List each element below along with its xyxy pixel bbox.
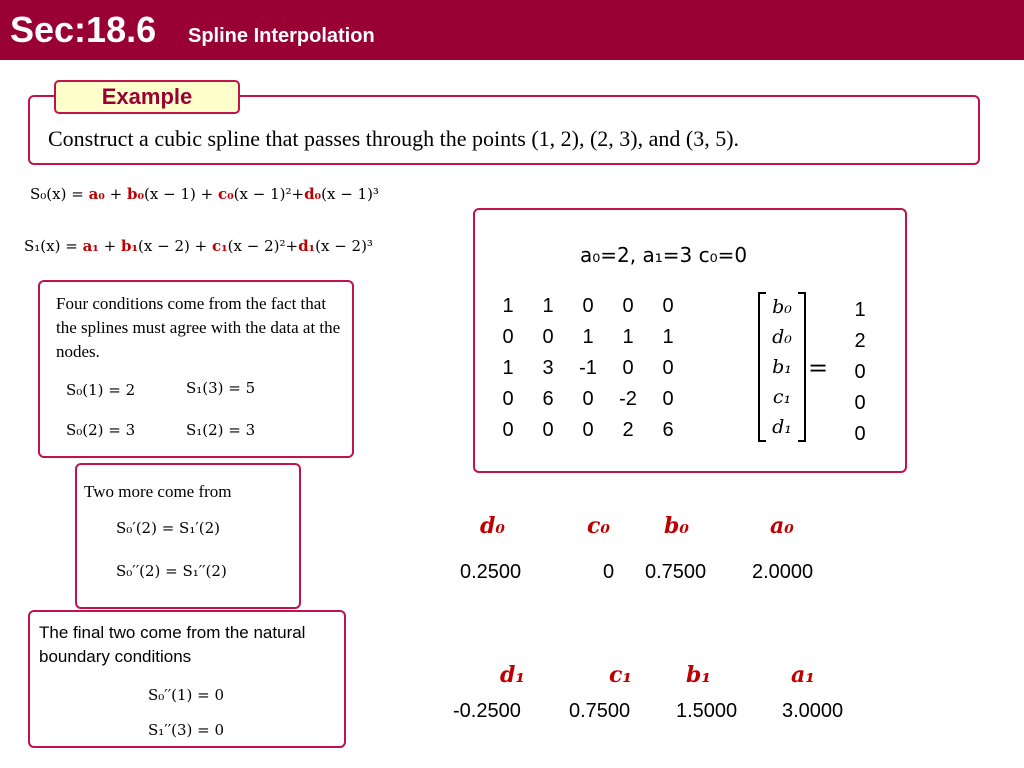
result-label-d1: d₁ <box>500 662 526 688</box>
matrix-row <box>488 418 738 449</box>
second-derivative-condition: S₀′′(2) = S₁′′(2) <box>116 562 227 580</box>
result-value-a1: 3.0000 <box>782 700 844 722</box>
matrix-cell: 1 <box>502 357 514 379</box>
result-label-b0: b₀ <box>664 513 690 539</box>
boundary-condition-right: S₁′′(3) = 0 <box>148 721 224 739</box>
boundary-condition-left: S₀′′(1) = 0 <box>148 686 224 704</box>
matrix-cell: 0 <box>662 357 674 379</box>
matrix-cell: 0 <box>622 357 634 379</box>
node-conditions-intro: Four conditions come from the fact that the splines must agree with the data at the nodes. <box>56 294 341 361</box>
matrix-cell: 1 <box>622 326 634 348</box>
matrix-cell: 0 <box>662 295 674 317</box>
boundary-conditions-intro: The final two come from the natural boundary conditions <box>39 623 306 666</box>
matrix-cell: 6 <box>662 419 674 441</box>
equals-sign: = <box>808 354 829 382</box>
unknown-c1: c₁ <box>772 386 792 408</box>
matrix-row <box>488 387 738 418</box>
matrix-row <box>488 325 738 356</box>
result-value-b0: 0.7500 <box>645 561 707 583</box>
matrix-cell: 0 <box>582 388 594 410</box>
example-tag <box>54 80 240 114</box>
unknown-d1: d₁ <box>772 416 792 438</box>
section-subtitle: Spline Interpolation <box>188 25 375 47</box>
problem-statement: Construct a cubic spline that passes through the points (1, 2), (2, 3), and (3, 5). <box>48 126 740 151</box>
matrix-cell: 1 <box>662 326 674 348</box>
bracket-left-bottom <box>760 440 766 442</box>
condition-s1-2: S₁(2) = 3 <box>186 421 256 439</box>
matrix-cell: -2 <box>619 388 637 410</box>
rhs-vector <box>845 298 875 453</box>
result-label-d0: d₀ <box>480 513 506 539</box>
matrix-cell: 0 <box>582 295 594 317</box>
result-value-a0: 2.0000 <box>752 561 814 583</box>
result-value-d1: -0.2500 <box>453 700 521 722</box>
result-label-b1: b₁ <box>686 662 712 688</box>
matrix-cell: 0 <box>542 326 554 348</box>
spline-equation-s0: S₀(x) = a₀ + b₀(x − 1) + c₀(x − 1)²+d₀(x − 1)³ <box>30 185 379 203</box>
matrix-cell: 0 <box>662 388 674 410</box>
matrix-cell: 0 <box>582 419 594 441</box>
result-label-a1: a₁ <box>791 662 815 688</box>
matrix-cell: 1 <box>502 295 514 317</box>
unknown-b0: b₀ <box>772 296 792 318</box>
matrix-row <box>488 356 738 387</box>
matrix-cell: 2 <box>622 419 634 441</box>
known-coefficients: a₀=2, a₁=3 c₀=0 <box>580 243 748 267</box>
result-label-a0: a₀ <box>770 513 794 539</box>
matrix-cell: 1 <box>582 326 594 348</box>
condition-s1-3: S₁(3) = 5 <box>186 379 256 397</box>
unknown-b1: b₁ <box>772 356 792 378</box>
matrix-cell: -1 <box>579 357 597 379</box>
section-number: Sec:18.6 <box>10 9 157 50</box>
rhs-value: 0 <box>854 423 866 445</box>
bracket-right-bottom <box>798 440 804 442</box>
unknown-vector <box>758 292 806 442</box>
result-value-d0: 0.2500 <box>460 561 522 583</box>
condition-s0-2: S₀(2) = 3 <box>66 421 136 439</box>
derivative-conditions-intro: Two more come from <box>84 482 232 501</box>
matrix-cell: 3 <box>542 357 554 379</box>
coefficient-matrix <box>488 294 738 449</box>
matrix-cell: 6 <box>542 388 554 410</box>
result-label-c0: c₀ <box>587 513 611 539</box>
first-derivative-condition: S₀′(2) = S₁′(2) <box>116 519 220 537</box>
matrix-cell: 0 <box>502 388 514 410</box>
spline-equation-s1: S₁(x) = a₁ + b₁(x − 2) + c₁(x − 2)²+d₁(x − 2)³ <box>24 237 373 255</box>
condition-s0-1: S₀(1) = 2 <box>66 381 136 399</box>
bracket-left-top <box>760 292 766 294</box>
rhs-value: 0 <box>854 361 866 383</box>
rhs-value: 1 <box>854 299 866 321</box>
result-label-c1: c₁ <box>609 662 633 688</box>
matrix-cell: 0 <box>542 419 554 441</box>
rhs-value: 0 <box>854 392 866 414</box>
rhs-value: 2 <box>854 330 866 352</box>
example-tag-label: Example <box>101 84 193 109</box>
bracket-right-top <box>798 292 804 294</box>
result-value-b1: 1.5000 <box>676 700 738 722</box>
matrix-cell: 0 <box>622 295 634 317</box>
matrix-cell: 0 <box>502 326 514 348</box>
result-value-c1: 0.7500 <box>569 700 631 722</box>
matrix-cell: 1 <box>542 295 554 317</box>
matrix-cell: 0 <box>502 419 514 441</box>
unknown-d0: d₀ <box>772 326 792 348</box>
matrix-row <box>488 294 738 325</box>
result-value-c0: 0 <box>603 561 615 583</box>
